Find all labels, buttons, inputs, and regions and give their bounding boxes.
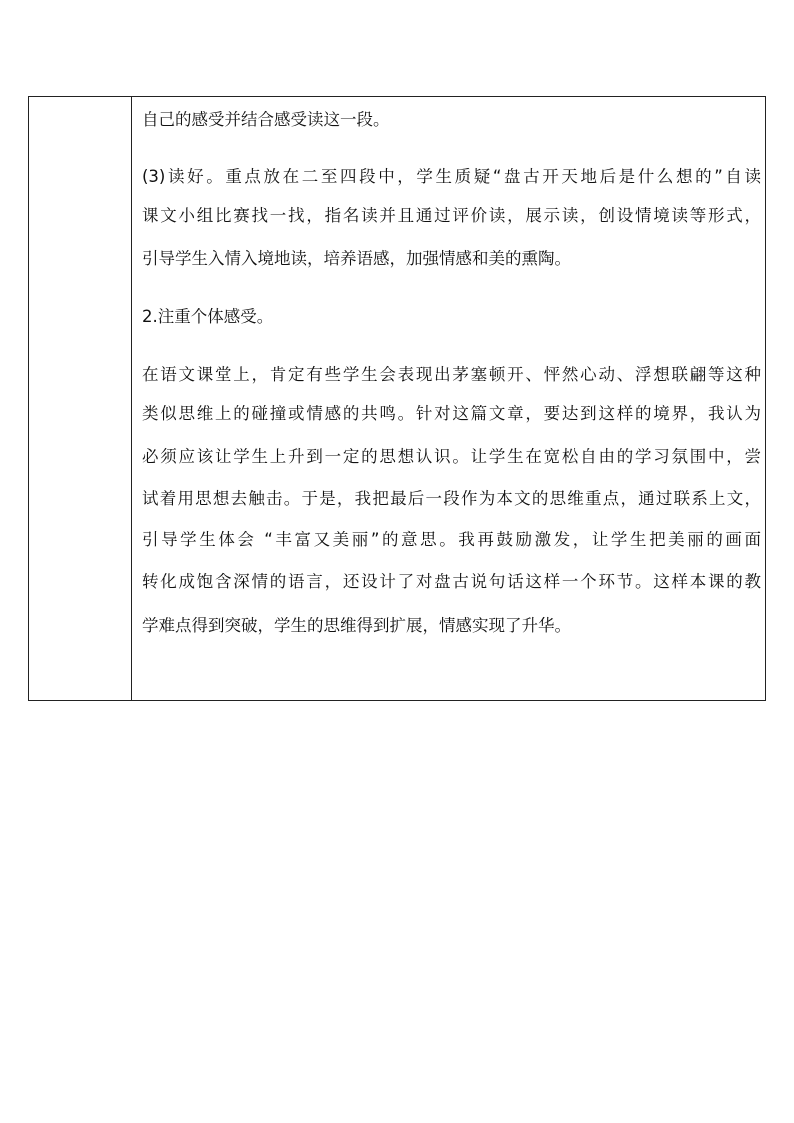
table-left-cell <box>29 97 132 700</box>
paragraph-line-4: 引导学生入情入境地读，培养语感，加强情感和美的熏陶。 <box>142 249 571 268</box>
paragraph-line-3: 课文小组比赛找一找，指名读并且通过评价读，展示读，创设情境读等形式， <box>142 206 761 225</box>
paragraph-line-2: (3)读好。重点放在二至四段中，学生质疑“盘古开天地后是什么想的”自读 <box>142 167 761 186</box>
paragraph-line-1: 自己的感受并结合感受读这一段。 <box>142 110 390 129</box>
paragraph-line-8: 试着用思想去触击。于是，我把最后一段作为本文的思维重点，通过联系上文， <box>142 489 761 508</box>
content-table <box>28 96 766 701</box>
paragraph-line-6: 类似思维上的碰撞或情感的共鸣。针对这篇文章，要达到这样的境界，我认为 <box>142 404 761 423</box>
paragraph-line-9: 引导学生体会 “丰富又美丽”的意思。我再鼓励激发，让学生把美丽的画面 <box>142 530 761 549</box>
paragraph-line-10: 转化成饱含深情的语言，还设计了对盘古说句话这样一个环节。这样本课的教 <box>142 572 761 591</box>
paragraph-line-11: 学难点得到突破，学生的思维得到扩展，情感实现了升华。 <box>142 616 571 635</box>
table-right-cell <box>132 97 765 700</box>
paragraph-line-5: 在语文课堂上，肯定有些学生会表现出茅塞顿开、怦然心动、浮想联翩等这种 <box>142 365 761 384</box>
paragraph-heading: 2.注重个体感受。 <box>142 307 274 326</box>
paragraph-line-7: 必须应该让学生上升到一定的思想认识。让学生在宽松自由的学习氛围中，尝 <box>142 447 761 466</box>
